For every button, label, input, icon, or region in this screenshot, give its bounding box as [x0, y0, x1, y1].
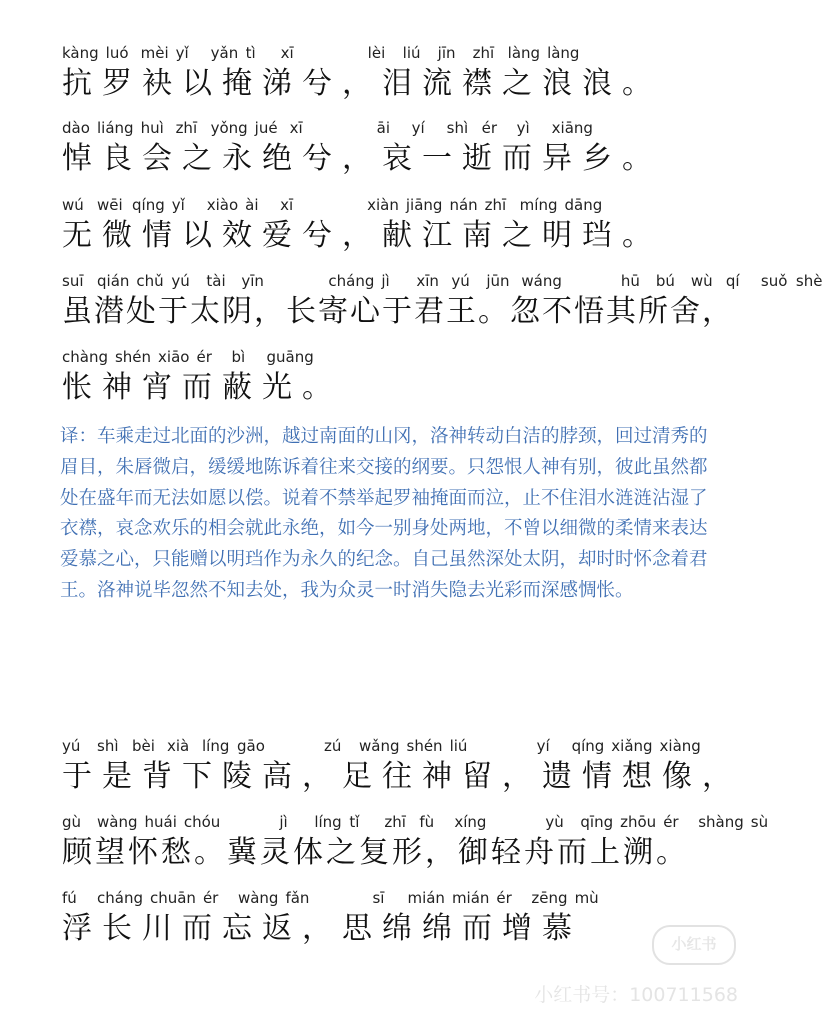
verse-line-6	[62, 735, 742, 794]
pinyin-syllable: dào	[62, 119, 90, 137]
pinyin-syllable: ér	[481, 119, 498, 137]
verse-line-2	[62, 117, 732, 176]
hanzi-row: 悼良会之永绝兮，哀一逝而异乡。	[62, 141, 662, 176]
pinyin-syllable: chuān	[149, 889, 196, 907]
pinyin-syllable: fǎn	[285, 889, 310, 907]
pinyin-syllable: zhī	[384, 813, 406, 831]
pinyin-syllable: suī	[62, 272, 84, 290]
verse-line-1	[62, 42, 732, 101]
pinyin-syllable: qíng	[132, 196, 165, 214]
pinyin-syllable: yí	[411, 119, 425, 137]
pinyin-syllable: sī	[372, 889, 385, 907]
pinyin-syllable: wàng	[237, 889, 279, 907]
pinyin-syllable: zhī	[484, 196, 507, 214]
pinyin-syllable: shén	[406, 737, 443, 755]
pinyin-syllable: xī	[280, 44, 294, 62]
pinyin-syllable: liú	[402, 44, 421, 62]
pinyin-syllable: jūn	[486, 272, 510, 290]
pinyin-syllable: hū	[620, 272, 640, 290]
pinyin-syllable: qí	[725, 272, 740, 290]
pinyin-syllable: yú	[62, 737, 81, 755]
pinyin-syllable: xīn	[416, 272, 439, 290]
pinyin-syllable: qián	[97, 272, 130, 290]
pinyin-syllable: jì	[279, 813, 288, 831]
pinyin-syllable: zhī	[472, 44, 495, 62]
hanzi-row: 抗罗袂以掩涕兮，泪流襟之浪浪。	[62, 66, 662, 101]
hanzi-row: 虽潜处于太阴，长寄心于君王。忽不悟其所舍，	[62, 294, 734, 329]
pinyin-syllable: xiàn	[367, 196, 399, 214]
pinyin-syllable: xiāo	[158, 348, 190, 366]
pinyin-syllable: bì	[231, 348, 246, 366]
pinyin-syllable: chàng	[62, 348, 108, 366]
hanzi-row: 无微情以效爱兮，献江南之明珰。	[62, 218, 662, 253]
pinyin-syllable: xī	[280, 196, 294, 214]
hanzi-row: 顾望怀愁。冀灵体之复形，御轻舟而上溯。	[62, 835, 689, 870]
pinyin-syllable: tì	[245, 44, 256, 62]
pinyin-syllable: chóu	[183, 813, 221, 831]
pinyin-syllable: sù	[750, 813, 769, 831]
pinyin-syllable: làng	[507, 44, 541, 62]
pinyin-syllable: shén	[114, 348, 152, 366]
pinyin-syllable: bèi	[132, 737, 155, 755]
pinyin-syllable: ér	[202, 889, 219, 907]
pinyin-syllable: mián	[451, 889, 490, 907]
pinyin-syllable: zēng	[531, 889, 568, 907]
pinyin-syllable: míng	[519, 196, 558, 214]
verse-line-3	[62, 194, 732, 253]
pinyin-syllable: tǐ	[349, 813, 360, 831]
verse-line-4	[62, 270, 823, 329]
watermark-id: 小红书号：100711568	[534, 984, 738, 1006]
pinyin-syllable: liáng	[97, 119, 134, 137]
pinyin-syllable: yǐ	[171, 196, 185, 214]
pinyin-syllable: yí	[536, 737, 550, 755]
pinyin-syllable: líng	[314, 813, 342, 831]
pinyin-syllable: huì	[140, 119, 164, 137]
watermark-logo: 小红书	[652, 925, 736, 965]
pinyin-syllable: wēi	[97, 196, 123, 214]
pinyin-syllable: xià	[167, 737, 190, 755]
pinyin-syllable: luó	[105, 44, 129, 62]
pinyin-syllable: ér	[496, 889, 512, 907]
pinyin-syllable: yù	[545, 813, 564, 831]
pinyin-syllable: mù	[574, 889, 599, 907]
pinyin-syllable: mèi	[140, 44, 169, 62]
pinyin-syllable: zhōu	[620, 813, 657, 831]
translation-paragraph: 译：车乘走过北面的沙洲，越过南面的山冈，洛神转动白洁的脖颈，回过清秀的眉目，朱唇微启，缓缓地陈诉着往来交接的纲要。只怨恨人神有别，彼此虽然都处在盛年而无法如愿以偿。说着不禁举起罗袖掩面而泣，止不住泪水涟涟沾湿了衣襟，哀念欢乐的相会就此永绝，如今一别身处两地，不曾以细微的柔情来表达爱慕之心，只能赠以明珰作为永久的纪念。自己虽然深处太阴，却时时怀念着君王。洛神说毕忽然不知去处，我为众灵一时消失隐去光彩而深感惆怅。	[60, 426, 708, 601]
pinyin-syllable: zú	[324, 737, 342, 755]
pinyin-syllable: jué	[254, 119, 278, 137]
pinyin-syllable: wù	[690, 272, 713, 290]
pinyin-syllable: yǒng	[210, 119, 248, 137]
pinyin-syllable: nán	[449, 196, 478, 214]
pinyin-syllable: āi	[376, 119, 391, 137]
pinyin-syllable: xiāng	[551, 119, 593, 137]
pinyin-syllable: zhī	[175, 119, 198, 137]
pinyin-syllable: suǒ	[760, 272, 788, 290]
pinyin-syllable: gāo	[237, 737, 265, 755]
pinyin-syllable: fù	[419, 813, 435, 831]
pinyin-syllable: fú	[62, 889, 77, 907]
pinyin-syllable: xiǎng	[611, 737, 653, 755]
hanzi-row: 浮长川而忘返，思绵绵而增慕	[62, 911, 582, 946]
pinyin-syllable: wàng	[97, 813, 138, 831]
pinyin-syllable: kàng	[62, 44, 99, 62]
pinyin-syllable: dāng	[564, 196, 603, 214]
pinyin-syllable: jiāng	[405, 196, 443, 214]
pinyin-syllable: cháng	[328, 272, 375, 290]
pinyin-syllable: yú	[171, 272, 190, 290]
pinyin-syllable: qīng	[580, 813, 614, 831]
pinyin-syllable: xiàng	[659, 737, 701, 755]
hanzi-row: 于是背下陵高，足往神留，遗情想像，	[62, 759, 742, 794]
pinyin-syllable: liú	[449, 737, 468, 755]
pinyin-syllable: shì	[97, 737, 119, 755]
pinyin-syllable: cháng	[97, 889, 143, 907]
hanzi-row: 怅神宵而蔽光。	[62, 370, 342, 405]
pinyin-syllable: jīn	[437, 44, 456, 62]
pinyin-syllable: gù	[62, 813, 82, 831]
pinyin-syllable: líng	[202, 737, 230, 755]
pinyin-syllable: ér	[663, 813, 679, 831]
pinyin-syllable: guāng	[266, 348, 314, 366]
pinyin-syllable: chǔ	[136, 272, 164, 290]
pinyin-syllable: ér	[196, 348, 212, 366]
pinyin-syllable: tài	[206, 272, 226, 290]
pinyin-syllable: lèi	[367, 44, 386, 62]
pinyin-syllable: huái	[144, 813, 177, 831]
pinyin-syllable: yǎn	[210, 44, 239, 62]
pinyin-syllable: ài	[245, 196, 259, 214]
verse-line-5	[62, 346, 732, 405]
pinyin-syllable: jì	[381, 272, 390, 290]
pinyin-syllable: shàng	[698, 813, 744, 831]
pinyin-syllable: yú	[451, 272, 470, 290]
pinyin-syllable: shì	[446, 119, 469, 137]
pinyin-syllable: bú	[655, 272, 675, 290]
pinyin-syllable: xī	[289, 119, 303, 137]
pinyin-syllable: làng	[547, 44, 580, 62]
pinyin-syllable: shè	[795, 272, 823, 290]
pinyin-syllable: wǎng	[359, 737, 400, 755]
pinyin-syllable: yǐ	[175, 44, 189, 62]
verse-line-7	[62, 811, 769, 870]
pinyin-syllable: xíng	[454, 813, 487, 831]
pinyin-syllable: yīn	[241, 272, 264, 290]
pinyin-syllable: xiào	[206, 196, 239, 214]
pinyin-syllable: wú	[62, 196, 84, 214]
pinyin-syllable: mián	[407, 889, 445, 907]
pinyin-syllable: qíng	[571, 737, 605, 755]
pinyin-syllable: wáng	[521, 272, 562, 290]
pinyin-syllable: yì	[516, 119, 530, 137]
